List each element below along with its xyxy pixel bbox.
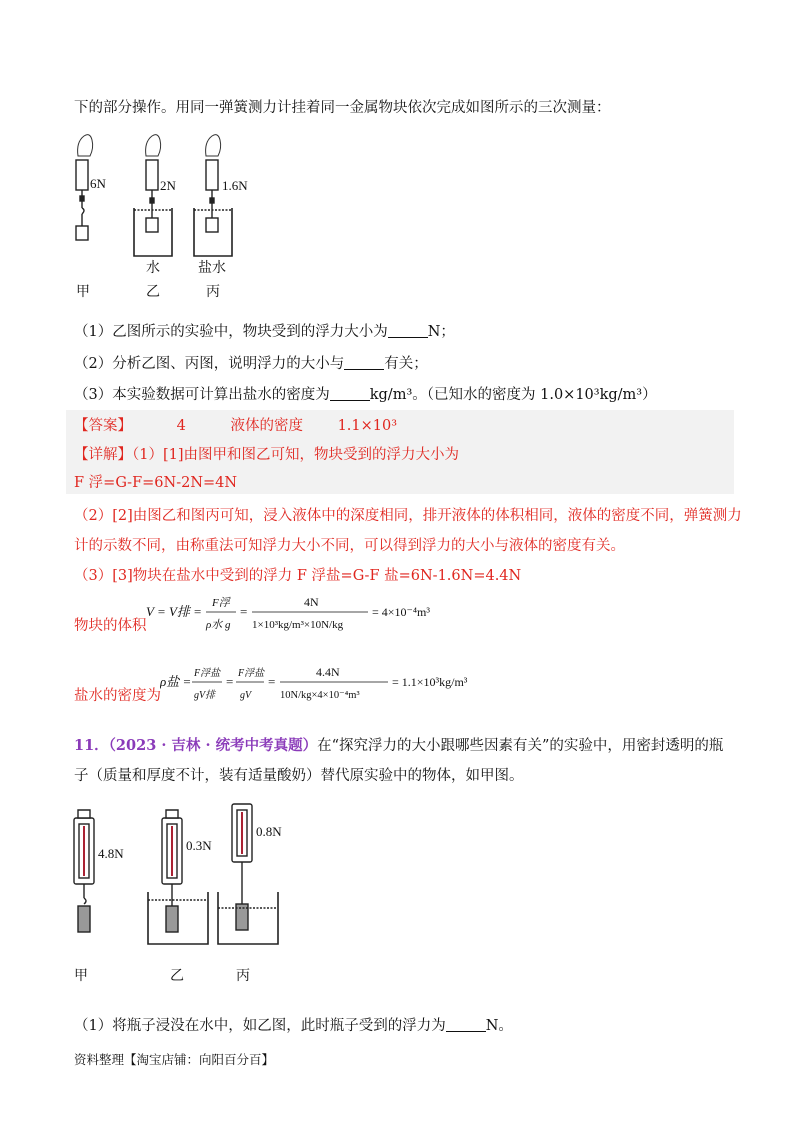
volume-formula xyxy=(146,590,476,638)
answer-blank[interactable] xyxy=(446,1017,486,1032)
question-11-line-1: 11．（2023 · 吉林 · 统考中考真题）在“探究浮力的大小跟哪些因素有关”的实验中，用密封透明的瓶 xyxy=(74,737,724,754)
svg-text:= 4×10⁻⁴m³: = 4×10⁻⁴m³ xyxy=(372,605,430,619)
svg-text:F浮盐: F浮盐 xyxy=(238,668,265,679)
reading-bing-2: 0.8N xyxy=(256,824,282,839)
footer-text: 资料整理【淘宝店铺：向阳百分百】 xyxy=(74,1052,275,1067)
question-3: （3）本实验数据可计算出盐水的密度为 kg/m³。（已知水的密度为 1.0×10³kg/m³） xyxy=(74,387,657,403)
liquid-water: 水 xyxy=(146,261,160,276)
spring-scale-jia-2 xyxy=(74,810,94,932)
label-bing: 丙 xyxy=(206,285,220,300)
density-formula xyxy=(160,660,500,708)
svg-text:10N/kg×4×10⁻⁴m³: 10N/kg×4×10⁻⁴m³ xyxy=(280,690,360,701)
detail-line-3: （2）[2]由图乙和图丙可知，浸入液体中的深度相同，排开液体的体积相同，液体的密度不同，弹簧测力 xyxy=(74,508,742,524)
intro-text: 下的部分操作。用同一弹簧测力计挂着同一金属物块依次完成如图所示的三次测量： xyxy=(74,100,611,116)
hand-icon xyxy=(78,135,221,156)
label-yi: 乙 xyxy=(146,285,160,300)
svg-text:ρ水 g: ρ水 g xyxy=(206,619,231,631)
svg-text:=: = xyxy=(226,674,234,689)
reading-bing: 1.6N xyxy=(222,178,248,193)
svg-text:=: = xyxy=(268,674,276,689)
figure-1-spring-scale-measurements xyxy=(70,132,270,302)
liquid-saltwater: 盐水 xyxy=(198,261,226,276)
svg-text:=: = xyxy=(240,604,248,619)
svg-text:1×10³kg/m³×10N/kg: 1×10³kg/m³×10N/kg xyxy=(252,619,344,631)
volume-label: 物块的体积 xyxy=(74,618,147,634)
reading-jia-2: 4.8N xyxy=(98,846,124,861)
spring-scale-yi-2 xyxy=(148,810,208,944)
question-11-line-2: 子（质量和厚度不计，装有适量酸奶）替代原实验中的物体，如甲图。 xyxy=(74,768,524,784)
svg-text:F浮: F浮 xyxy=(212,597,230,609)
svg-text:V = V排 =: V = V排 = xyxy=(146,604,202,619)
density-label: 盐水的密度为 xyxy=(74,688,161,704)
label-jia-2: 甲 xyxy=(74,969,88,984)
spring-scale-bing xyxy=(194,160,232,256)
question-1: （1）乙图所示的实验中，物块受到的浮力大小为 N； xyxy=(74,324,455,340)
svg-text:4N: 4N xyxy=(304,595,319,609)
detail-line-4: 计的示数不同，由称重法可知浮力大小不同，可以得到浮力的大小与液体的密度有关。 xyxy=(74,538,625,554)
spring-scale-yi xyxy=(134,160,172,256)
answer-blank[interactable] xyxy=(330,386,370,401)
reading-yi-2: 0.3N xyxy=(186,838,212,853)
spring-scale-jia xyxy=(76,160,88,240)
detail-line-1: 【详解】（1）[1]由图甲和图乙可知，物块受到的浮力大小为 xyxy=(74,447,460,463)
svg-text:ρ盐 =: ρ盐 = xyxy=(160,674,192,689)
detail-line-2: F 浮=G-F=6N-2N=4N xyxy=(74,475,238,491)
answer-blank[interactable] xyxy=(388,323,428,338)
svg-text:gV: gV xyxy=(240,690,252,701)
svg-text:4.4N: 4.4N xyxy=(316,665,340,679)
question-11-sub-1: （1）将瓶子浸没在水中，如乙图，此时瓶子受到的浮力为 N。 xyxy=(74,1018,513,1034)
detail-line-5: （3）[3]物块在盐水中受到的浮力 F 浮盐=G-F 盐=6N-1.6N=4.4N xyxy=(74,568,522,584)
answer-blank[interactable] xyxy=(344,355,384,370)
label-bing-2: 丙 xyxy=(236,969,250,984)
answer-line: 【答案】 4 液体的密度 1.1×10³ xyxy=(74,418,398,434)
svg-text:F浮盐: F浮盐 xyxy=(194,668,221,679)
label-yi-2: 乙 xyxy=(170,969,184,984)
question-2: （2）分析乙图、丙图，说明浮力的大小与 有关； xyxy=(74,356,428,372)
reading-jia: 6N xyxy=(90,176,106,191)
figure-2-bottle-measurements xyxy=(70,798,300,988)
svg-text:= 1.1×10³kg/m³: = 1.1×10³kg/m³ xyxy=(392,675,468,689)
svg-text:gV排: gV排 xyxy=(194,690,216,701)
label-jia: 甲 xyxy=(76,285,90,300)
reading-yi: 2N xyxy=(160,178,176,193)
